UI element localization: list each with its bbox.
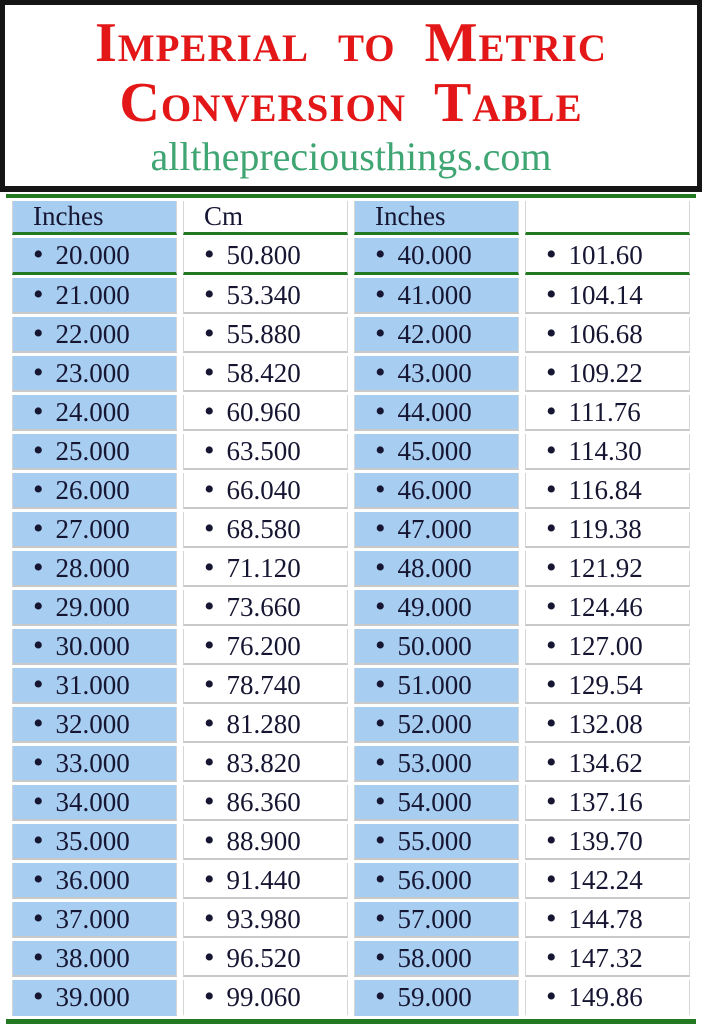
table-row bbox=[12, 590, 690, 626]
conversion-table bbox=[6, 198, 696, 1019]
cm-cell: • 144.78 bbox=[525, 902, 690, 938]
cm-cell: • 68.580 bbox=[183, 512, 348, 548]
table-row bbox=[12, 902, 690, 938]
inches-cell: • 58.000 bbox=[354, 941, 519, 977]
table-row bbox=[12, 551, 690, 587]
cm-cell: • 63.500 bbox=[183, 434, 348, 470]
inches-cell: • 42.000 bbox=[354, 317, 519, 353]
inches-cell: • 46.000 bbox=[354, 473, 519, 509]
cm-cell: • 78.740 bbox=[183, 668, 348, 704]
cm-cell: • 137.16 bbox=[525, 785, 690, 821]
inches-cell: • 37.000 bbox=[12, 902, 177, 938]
table-row bbox=[12, 746, 690, 782]
table-row bbox=[12, 434, 690, 470]
table-row bbox=[12, 278, 690, 314]
cm-cell: • 132.08 bbox=[525, 707, 690, 743]
cm-cell: • 53.340 bbox=[183, 278, 348, 314]
cm-cell: • 93.980 bbox=[183, 902, 348, 938]
cm-cell: • 86.360 bbox=[183, 785, 348, 821]
cm-cell: • 73.660 bbox=[183, 590, 348, 626]
table-body bbox=[12, 238, 690, 1016]
table-row bbox=[12, 863, 690, 899]
inches-cell: • 53.000 bbox=[354, 746, 519, 782]
inches-cell: • 28.000 bbox=[12, 551, 177, 587]
cm-cell: • 121.92 bbox=[525, 551, 690, 587]
table-row bbox=[12, 356, 690, 392]
cm-cell: • 139.70 bbox=[525, 824, 690, 860]
inches-cell: • 38.000 bbox=[12, 941, 177, 977]
cm-cell: • 101.60 bbox=[525, 238, 690, 275]
table-row bbox=[12, 473, 690, 509]
cm-cell: • 66.040 bbox=[183, 473, 348, 509]
table-area bbox=[0, 194, 702, 1024]
cm-cell: • 127.00 bbox=[525, 629, 690, 665]
inches-cell: • 26.000 bbox=[12, 473, 177, 509]
cm-cell: • 81.280 bbox=[183, 707, 348, 743]
inches-cell: • 36.000 bbox=[12, 863, 177, 899]
title-line-1: Imperial to Metric bbox=[95, 11, 607, 74]
cm-cell: • 134.62 bbox=[525, 746, 690, 782]
inches-cell: • 59.000 bbox=[354, 980, 519, 1016]
table-row bbox=[12, 238, 690, 275]
cm-cell: • 60.960 bbox=[183, 395, 348, 431]
inches-cell: • 41.000 bbox=[354, 278, 519, 314]
inches-cell: • 54.000 bbox=[354, 785, 519, 821]
col-header-cm-right-empty bbox=[525, 201, 690, 235]
table-row bbox=[12, 824, 690, 860]
table-row bbox=[12, 980, 690, 1016]
inches-cell: • 22.000 bbox=[12, 317, 177, 353]
cm-cell: • 88.900 bbox=[183, 824, 348, 860]
cm-cell: • 96.520 bbox=[183, 941, 348, 977]
cm-cell: • 76.200 bbox=[183, 629, 348, 665]
table-row bbox=[12, 668, 690, 704]
cm-cell: • 129.54 bbox=[525, 668, 690, 704]
inches-cell: • 21.000 bbox=[12, 278, 177, 314]
inches-cell: • 24.000 bbox=[12, 395, 177, 431]
cm-cell: • 71.120 bbox=[183, 551, 348, 587]
cm-cell: • 83.820 bbox=[183, 746, 348, 782]
table-row bbox=[12, 941, 690, 977]
cm-cell: • 99.060 bbox=[183, 980, 348, 1016]
cm-cell: • 116.84 bbox=[525, 473, 690, 509]
page-title bbox=[95, 13, 607, 133]
inches-cell: • 25.000 bbox=[12, 434, 177, 470]
cm-cell: • 111.76 bbox=[525, 395, 690, 431]
table-row bbox=[12, 512, 690, 548]
inches-cell: • 34.000 bbox=[12, 785, 177, 821]
inches-cell: • 32.000 bbox=[12, 707, 177, 743]
cm-cell: • 124.46 bbox=[525, 590, 690, 626]
cm-cell: • 142.24 bbox=[525, 863, 690, 899]
inches-cell: • 51.000 bbox=[354, 668, 519, 704]
cm-cell: • 58.420 bbox=[183, 356, 348, 392]
inches-cell: • 45.000 bbox=[354, 434, 519, 470]
table-row bbox=[12, 785, 690, 821]
inches-cell: • 33.000 bbox=[12, 746, 177, 782]
cm-cell: • 119.38 bbox=[525, 512, 690, 548]
inches-cell: • 30.000 bbox=[12, 629, 177, 665]
title-line-2: Conversion Table bbox=[119, 71, 583, 134]
table-row bbox=[12, 317, 690, 353]
inches-cell: • 39.000 bbox=[12, 980, 177, 1016]
table-row bbox=[12, 395, 690, 431]
inches-cell: • 31.000 bbox=[12, 668, 177, 704]
cm-cell: • 55.880 bbox=[183, 317, 348, 353]
col-header-inches-right: Inches bbox=[354, 201, 519, 235]
inches-cell: • 49.000 bbox=[354, 590, 519, 626]
inches-cell: • 52.000 bbox=[354, 707, 519, 743]
inches-cell: • 57.000 bbox=[354, 902, 519, 938]
inches-cell: • 40.000 bbox=[354, 238, 519, 275]
inches-cell: • 43.000 bbox=[354, 356, 519, 392]
table-header-row bbox=[12, 201, 690, 235]
website-text: allthepreciousthings.com bbox=[150, 133, 552, 179]
inches-cell: • 48.000 bbox=[354, 551, 519, 587]
cm-cell: • 104.14 bbox=[525, 278, 690, 314]
inches-cell: • 50.000 bbox=[354, 629, 519, 665]
col-header-cm-left: Cm bbox=[183, 201, 348, 235]
inches-cell: • 56.000 bbox=[354, 863, 519, 899]
table-row bbox=[12, 707, 690, 743]
cm-cell: • 114.30 bbox=[525, 434, 690, 470]
cm-cell: • 50.800 bbox=[183, 238, 348, 275]
title-box bbox=[0, 0, 702, 192]
col-header-inches-left: Inches bbox=[12, 201, 177, 235]
inches-cell: • 23.000 bbox=[12, 356, 177, 392]
cm-cell: • 149.86 bbox=[525, 980, 690, 1016]
table-row bbox=[12, 629, 690, 665]
inches-cell: • 35.000 bbox=[12, 824, 177, 860]
cm-cell: • 147.32 bbox=[525, 941, 690, 977]
inches-cell: • 47.000 bbox=[354, 512, 519, 548]
cm-cell: • 106.68 bbox=[525, 317, 690, 353]
cm-cell: • 91.440 bbox=[183, 863, 348, 899]
inches-cell: • 44.000 bbox=[354, 395, 519, 431]
inches-cell: • 29.000 bbox=[12, 590, 177, 626]
inches-cell: • 27.000 bbox=[12, 512, 177, 548]
inches-cell: • 20.000 bbox=[12, 238, 177, 275]
inches-cell: • 55.000 bbox=[354, 824, 519, 860]
cm-cell: • 109.22 bbox=[525, 356, 690, 392]
conversion-table-frame bbox=[6, 194, 696, 1024]
